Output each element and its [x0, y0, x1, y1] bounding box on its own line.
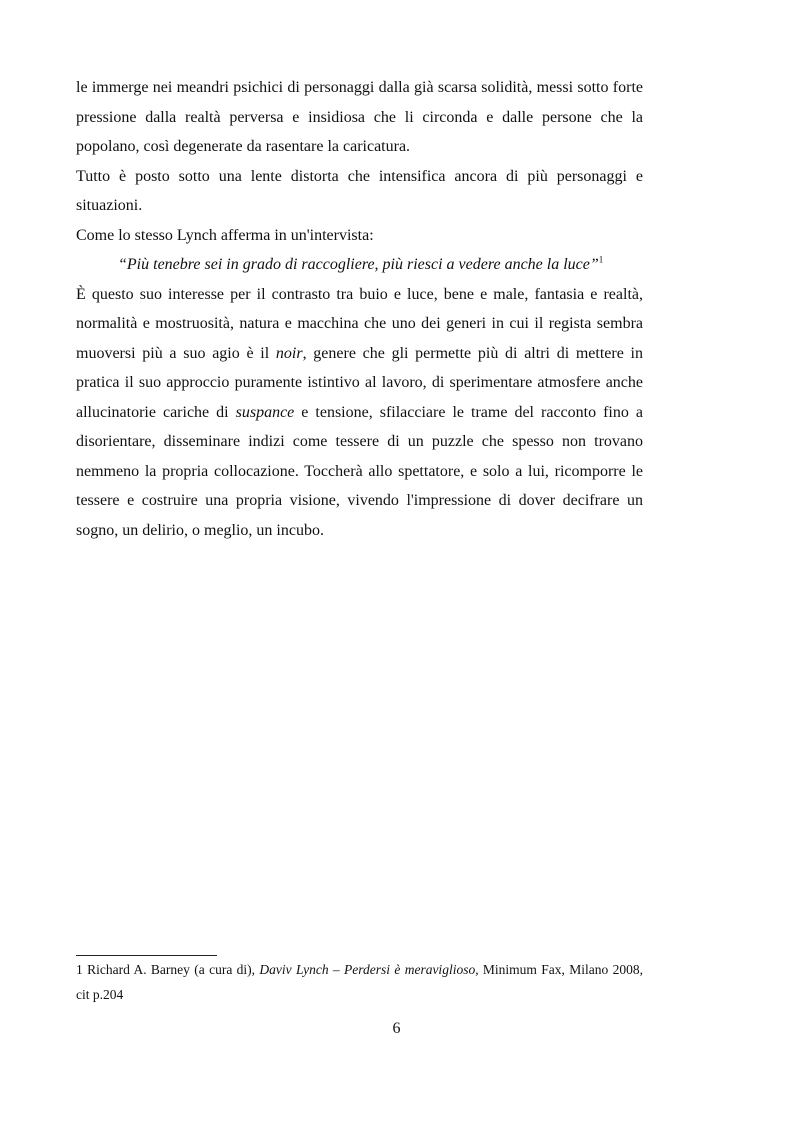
paragraph-4-part-c: e tensione, sfilacciare le trame del racconto fino a disorientare, disseminare indizi come tessere di un puzzle che spesso non trovano nemmeno la propria collocazione. Toccherà allo spettatore, e solo a lui, ricomporre le tessere e costruire una propria visione, vivendo l'impressione di dover decifrare un sogno, un delirio, o meglio, un incubo.: [76, 403, 643, 539]
page-number: 6: [392, 1020, 401, 1037]
quote-text: “Più tenebre sei in grado di raccogliere, più riesci a vedere anche la luce”: [118, 256, 599, 273]
footnote-book-title: Daviv Lynch – Perdersi è meraviglioso: [259, 962, 476, 977]
suspance-term: suspance: [235, 403, 295, 421]
paragraph-1: le immerge nei meandri psichici di personaggi dalla già scarsa solidità, messi sotto forte pressione dalla realtà perversa e insidiosa che li circonda e dalle persone che la popolano, così degenerate da rasentare la caricatura.: [76, 79, 643, 155]
paragraph-4: [76, 280, 643, 546]
paragraph-3: Come lo stesso Lynch afferma in un'intervista:: [76, 226, 374, 244]
footnote-suffix: , Minimum Fax, Milano 2008, cit p.204: [76, 962, 643, 1002]
block-quote: [76, 250, 643, 280]
footnote-reference: 1: [598, 254, 604, 265]
noir-term: noir: [275, 344, 303, 362]
footnote: [76, 957, 643, 1007]
paragraph-4-part-a: È questo suo interesse per il contrasto tra buio e luce, bene e male, fantasia e realtà, normalità e mostruosità, natura e macchina che uno dei generi in cui il regista sembra muoversi più a suo agio è il: [76, 285, 643, 362]
footnote-prefix: 1 Richard A. Barney (a cura di),: [76, 962, 260, 977]
paragraph-2: Tutto è posto sotto una lente distorta che intensifica ancora di più personaggi e situazioni.: [76, 167, 643, 214]
footnote-separator: [76, 955, 217, 956]
body-text: [76, 73, 643, 545]
paragraph-4-part-b: , genere che gli permette più di altri di mettere in pratica il suo approccio puramente istintivo al lavoro, di sperimentare atmosfere anche allucinatorie cariche di: [76, 344, 643, 421]
